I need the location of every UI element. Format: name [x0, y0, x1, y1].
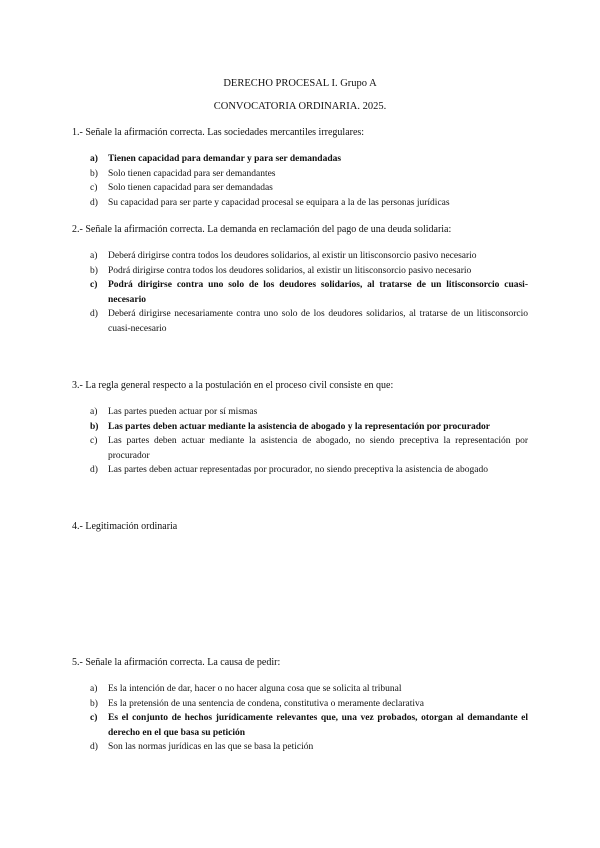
option-5c: c) Es el conjunto de hechos jurídicamente relevantes que, una vez probados, otorgan al demandante el derecho en el que basa su petición [90, 713, 528, 738]
option-1d: d) Su capacidad para ser parte y capacidad procesal se equipara a la de las personas jurídicas [90, 197, 450, 208]
option-3a: a) Las partes pueden actuar por sí mismas [90, 407, 258, 417]
option-1a: a) Tienen capacidad para demandar y para ser demandadas [90, 154, 342, 164]
question-4: 4.- Legitimación ordinaria [72, 521, 178, 532]
question-2-options [90, 249, 528, 336]
document-subtitle: CONVOCATORIA ORDINARIA. 2025. [213, 101, 387, 112]
question-5-options [90, 682, 528, 755]
question-1-options [90, 152, 528, 210]
option-2c: c) Podrá dirigirse contra uno solo de los deudores solidarios, al tratarse de un litisconsorcio cuasi-necesario [90, 280, 528, 305]
option-3d: d) Las partes deben actuar representadas por procurador, no siendo preceptiva la asistencia de abogado [90, 465, 488, 475]
option-3c: c) Las partes deben actuar mediante la asistencia de abogado, no siendo preceptiva la representación por procurador [90, 436, 528, 461]
question-5: 5.- Señale la afirmación correcta. La causa de pedir: [72, 657, 281, 668]
question-3-options [90, 405, 528, 478]
option-1c: c) Solo tienen capacidad para ser demandadas [90, 183, 273, 193]
document-title: DERECHO PROCESAL I. Grupo A [223, 78, 377, 89]
option-5a: a) Es la intención de dar, hacer o no hacer alguna cosa que se solicita al tribunal [90, 684, 402, 694]
option-1b: b) Solo tienen capacidad para ser demandantes [90, 168, 276, 179]
option-3b: b) Las partes deben actuar mediante la asistencia de abogado y la representación por procurador [90, 421, 491, 432]
option-5d: d) Son las normas jurídicas en las que se basa la petición [90, 742, 314, 752]
option-2d: d) Deberá dirigirse necesariamente contra uno solo de los deudores solidarios, al tratarse de un litisconsorcio cuasi-necesario [90, 309, 528, 334]
question-3: 3.- La regla general respecto a la postulación en el proceso civil consiste en que: [72, 380, 394, 391]
question-2: 2.- Señale la afirmación correcta. La demanda en reclamación del pago de una deuda solidaria: [72, 224, 452, 235]
question-1: 1.- Señale la afirmación correcta. Las sociedades mercantiles irregulares: [72, 127, 365, 138]
option-5b: b) Es la pretensión de una sentencia de condena, constitutiva o meramente declarativa [90, 698, 425, 709]
option-2b: b) Podrá dirigirse contra todos los deudores solidarios, al existir un litisconsorcio pasivo necesario [90, 265, 472, 276]
option-2a: a) Deberá dirigirse contra todos los deudores solidarios, al existir un litisconsorcio pasivo necesario [90, 251, 477, 261]
